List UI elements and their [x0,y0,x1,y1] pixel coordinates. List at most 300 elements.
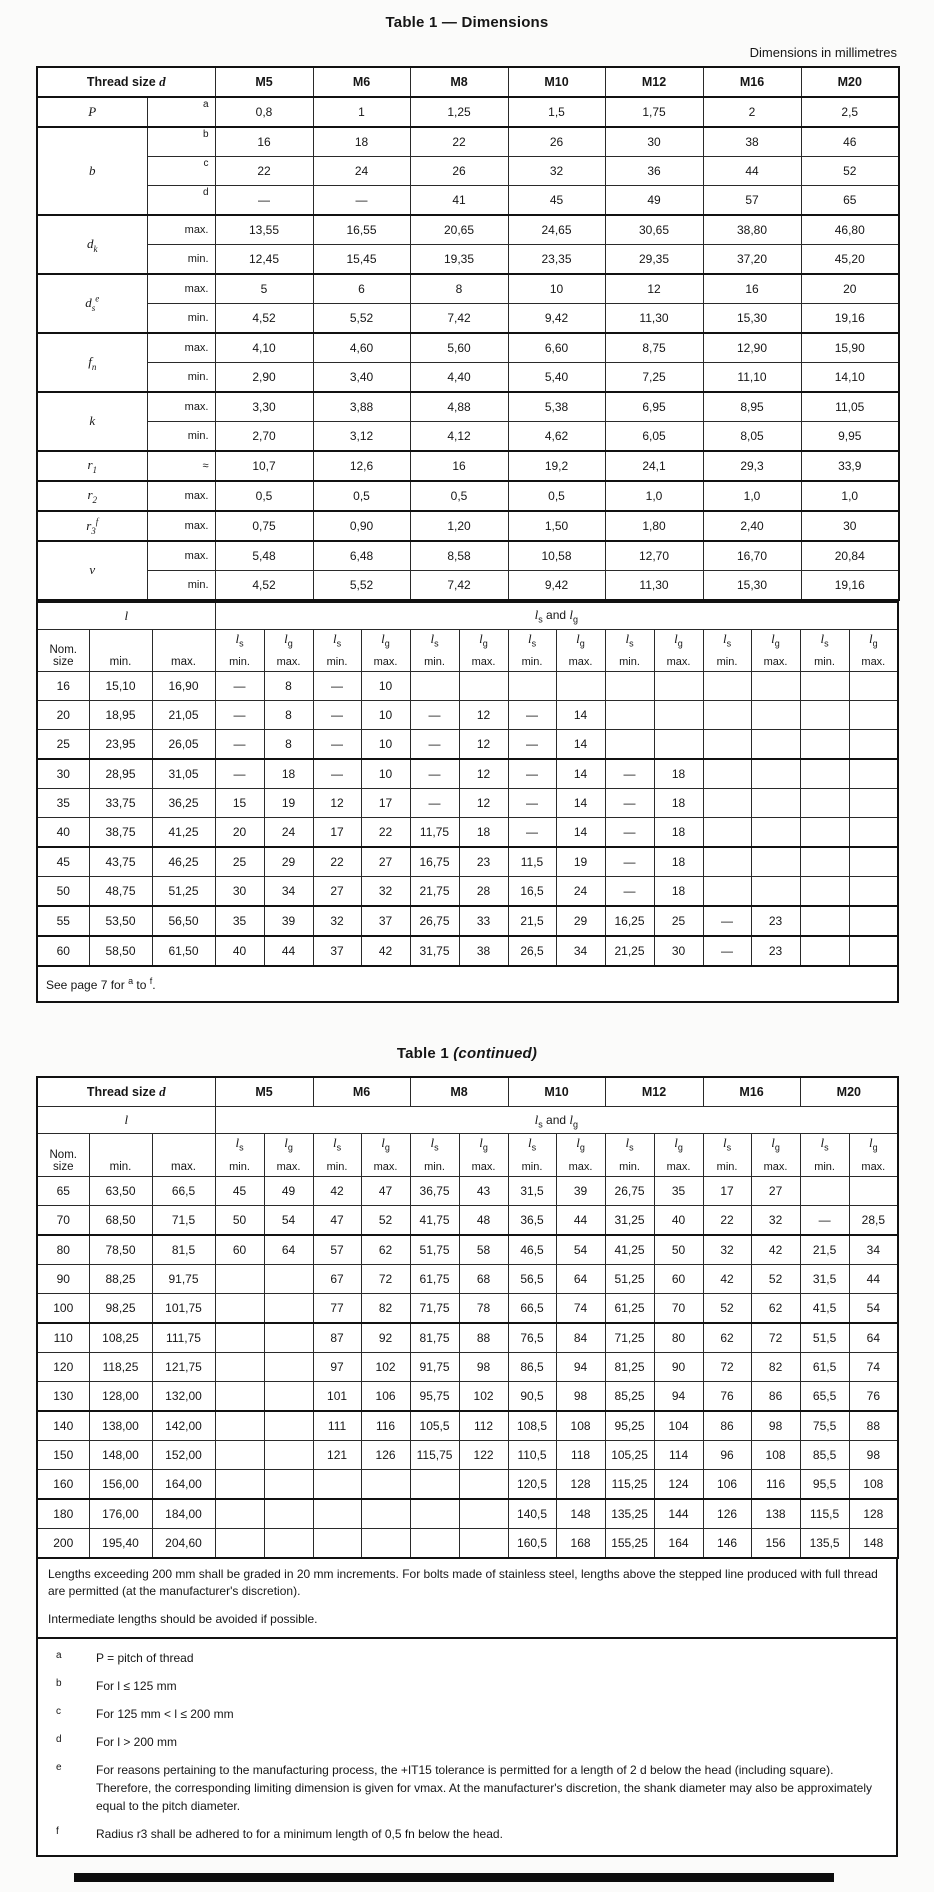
grip-value: 42 [703,1264,751,1293]
dim-value: 46 [801,127,899,157]
footnote-key: b [56,1677,62,1689]
grip-value: 128 [849,1499,898,1529]
grip-value: 32 [703,1235,751,1265]
grip-value: — [313,759,361,789]
dim-value: 11,05 [801,392,899,422]
lg-max-header [361,630,410,672]
grip-value: — [605,877,654,907]
grip-value: 50 [654,1235,703,1265]
symbol: $l_s$ [534,1111,543,1130]
grip-value [313,1528,361,1558]
grip-value: 16,75 [410,847,459,877]
dim-value: 1,50 [508,511,605,541]
grip-value: 76 [849,1381,898,1411]
grip-value: 108 [556,1411,605,1441]
grip-value: 26,5 [508,936,556,966]
grip-value: 74 [556,1293,605,1323]
dim-value: 5 [215,274,313,304]
grip-value [361,1499,410,1529]
grip-value: 21,5 [800,1235,849,1265]
grip-value [751,818,800,848]
grip-value: 35 [654,1176,703,1205]
grip-value: 95,25 [605,1411,654,1441]
dim-value: 20,65 [410,215,508,245]
grip-value [264,1499,313,1529]
grip-value: 24 [264,818,313,848]
grip-value: 33 [459,906,508,936]
grip-value: 12 [313,789,361,818]
grip-value: 28,5 [849,1205,898,1235]
grip-value: 90 [654,1352,703,1381]
grip-value: 32 [313,906,361,936]
limit-label: max. [147,481,215,511]
nom-size-value: 140 [37,1411,89,1441]
dim-row [37,157,899,186]
dim-value: 38,80 [703,215,801,245]
grip-value [800,730,849,760]
min-label: min. [814,1160,835,1173]
ls-symbol [315,1135,360,1152]
grip-value [800,1176,849,1205]
length-row [37,818,898,848]
grip-value [410,672,459,701]
grip-value: 54 [556,1235,605,1265]
dim-value: 30 [801,511,899,541]
l-min-value: 43,75 [89,847,152,877]
length-row [37,877,898,907]
grip-value [849,759,898,789]
dim-value: 12,6 [313,451,410,481]
footnote-text: For l > 200 mm [96,1734,178,1749]
table1-wrapper [36,66,898,1003]
grip-value: 111 [313,1411,361,1441]
lg-symbol [266,1135,312,1152]
length-header-row [37,1107,898,1134]
dim-value: 45 [508,186,605,216]
grip-value: 40 [215,936,264,966]
l-min-value: 33,75 [89,789,152,818]
grip-value: 14 [556,730,605,760]
table2-lengths [36,1076,899,1558]
ls-min-header [313,630,361,672]
l-max-value: 61,50 [152,936,215,966]
limit-label: min. [147,422,215,452]
dim-row [37,186,899,216]
grip-value: 71,75 [410,1293,459,1323]
dim-value: 16,70 [703,541,801,571]
grip-value [605,701,654,730]
thread-size-M20: M20 [801,67,899,97]
grip-value: 112 [459,1411,508,1441]
length-row [37,1381,898,1411]
grip-value: 37 [313,936,361,966]
grip-value: 27 [361,847,410,877]
grip-value: 52 [751,1264,800,1293]
grip-value: — [313,672,361,701]
dim-value: 33,9 [801,451,899,481]
scan-bottom-bar [74,1873,834,1882]
dim-value: 20 [801,274,899,304]
dim-row [37,245,899,275]
grip-value [264,1323,313,1353]
dim-value: 19,16 [801,304,899,334]
nom-size-header: Nom. size [37,630,89,672]
dim-value: 15,30 [703,304,801,334]
grip-value [508,672,556,701]
grip-value: — [508,789,556,818]
grip-value: 14 [556,701,605,730]
grip-value: — [313,730,361,760]
footnote-c [44,1705,884,1723]
dim-value: 16,55 [313,215,410,245]
lg-max-header [751,1134,800,1176]
thread-size-M10: M10 [508,1077,605,1107]
nom-size-value: 20 [37,701,89,730]
table2-title-continued: (continued) [453,1045,538,1063]
grip-value: 72 [751,1323,800,1353]
length-row [37,1528,898,1558]
nom-size-value: 55 [37,906,89,936]
grip-value: 26,75 [410,906,459,936]
l-min-header: min. [89,1134,152,1176]
grip-value: 19 [556,847,605,877]
symbol: v [89,562,96,577]
length-row [37,672,898,701]
lg-symbol [266,631,312,648]
grip-value: 44 [849,1264,898,1293]
nom-size-value: 40 [37,818,89,848]
dim-value: 0,5 [313,481,410,511]
l-min-value: 138,00 [89,1411,152,1441]
grip-value: 60 [654,1264,703,1293]
dim-value: 10,58 [508,541,605,571]
nom-size-value: 50 [37,877,89,907]
symbol: $l_s$ [332,631,342,649]
l-header [37,1107,215,1134]
grip-value [215,1323,264,1353]
length-row [37,1352,898,1381]
grip-value [215,1264,264,1293]
min-label: min. [424,1160,445,1173]
grip-value: 14 [556,789,605,818]
grip-value [849,847,898,877]
grip-value: 62 [361,1235,410,1265]
lg-max-header [361,1134,410,1176]
grip-value: 118 [556,1440,605,1469]
grip-value: 65,5 [800,1381,849,1411]
dim-value: 9,42 [508,571,605,601]
grip-value [703,818,751,848]
grip-value: 51,5 [800,1323,849,1353]
grip-value: 25 [215,847,264,877]
ls-min-header [800,630,849,672]
length-row [37,847,898,877]
grip-value: 108 [751,1440,800,1469]
grip-value: 18 [654,759,703,789]
dim-value: 11,10 [703,363,801,393]
grip-value: 41,25 [605,1235,654,1265]
grip-value: 72 [361,1264,410,1293]
grip-value: 88 [849,1411,898,1441]
length-row [37,789,898,818]
dim-value: 0,5 [508,481,605,511]
grip-value: 164 [654,1528,703,1558]
grip-value [264,1293,313,1323]
grip-value: 18 [459,818,508,848]
grip-value: 58 [459,1235,508,1265]
grip-value: 105,5 [410,1411,459,1441]
dim-value: 1,5 [508,97,605,127]
spacer [0,1003,934,1037]
length-subheader-row [37,1134,898,1176]
grip-value: 64 [556,1264,605,1293]
grip-value: 56,5 [508,1264,556,1293]
footnote-text: For 125 mm < l ≤ 200 mm [96,1706,234,1721]
grip-value: 30 [654,936,703,966]
symbol: $l_g$ [869,1135,878,1153]
dim-value: 15,30 [703,571,801,601]
grip-value: 32 [751,1205,800,1235]
dim-value: 41 [410,186,508,216]
grip-value [264,1264,313,1293]
footnote-a [44,1649,884,1667]
grip-value: 16,5 [508,877,556,907]
grip-value: — [410,789,459,818]
footnote-text: For l ≤ 125 mm [96,1678,177,1693]
grip-value [703,730,751,760]
ls-min-header [313,1134,361,1176]
note-grading: Lengths exceeding 200 mm shall be graded in 20 mm increments. For bolts made of stainless steel, lengths above the stepped line produced with full thread are permitted (at the manufacturer's discretion). [48,1566,878,1599]
lg-symbol [753,631,799,648]
ls-min-header [508,1134,556,1176]
grip-value: 168 [556,1528,605,1558]
grip-value [849,906,898,936]
grip-value: 12 [459,759,508,789]
l-max-value: 66,5 [152,1176,215,1205]
grip-value: 26,75 [605,1176,654,1205]
grip-value: 42 [313,1176,361,1205]
grip-value: 90,5 [508,1381,556,1411]
grip-value: 32 [361,877,410,907]
grip-value: 60 [215,1235,264,1265]
max-label: max. [763,656,788,669]
grip-value: 24 [556,877,605,907]
l-max-value: 31,05 [152,759,215,789]
grip-value [264,1381,313,1411]
table2-title [0,1045,934,1062]
grip-value [313,1469,361,1499]
grip-value: 22 [703,1205,751,1235]
dim-value: 3,12 [313,422,410,452]
symbol: $l_g$ [674,1135,683,1153]
grip-value: 21,75 [410,877,459,907]
dim-value: — [215,186,313,216]
grip-value [361,1528,410,1558]
grip-value: — [605,759,654,789]
ls-min-header [703,630,751,672]
grip-value: 35 [215,906,264,936]
ls-symbol [510,631,555,648]
grip-value [849,701,898,730]
grip-value [751,877,800,907]
grip-value: 160,5 [508,1528,556,1558]
nom-size-value: 150 [37,1440,89,1469]
l-max-value: 26,05 [152,730,215,760]
grip-value [459,1528,508,1558]
grip-value: 25 [654,906,703,936]
nom-size-value: 45 [37,847,89,877]
grip-value: 40 [654,1205,703,1235]
length-row [37,1176,898,1205]
grip-value: 41,75 [410,1205,459,1235]
min-label: min. [814,656,835,669]
grip-value [215,1528,264,1558]
l-max-value: 46,25 [152,847,215,877]
grip-value [313,1499,361,1529]
ls-lg-header: $l_s$ and $l_g$ [215,602,898,630]
grip-value [751,847,800,877]
dim-value: 12 [605,274,703,304]
dim-value: 29,3 [703,451,801,481]
symbol: $l_s$ [820,631,829,649]
grip-value: 85,5 [800,1440,849,1469]
symbol: $l_s$ [820,1135,829,1153]
symbol: $l_g$ [284,1135,293,1153]
table2-wrapper [36,1076,898,1857]
l-min-value: 48,75 [89,877,152,907]
param-cell [37,481,147,511]
max-label: max. [861,1160,886,1173]
dim-value: 22 [410,127,508,157]
l-max-value: 21,05 [152,701,215,730]
grip-value: 54 [264,1205,313,1235]
param-cell [37,333,147,392]
max-label: max. [276,1160,301,1173]
symbol: $l_s$ [430,1135,439,1153]
grip-value: 47 [361,1176,410,1205]
grip-value: 68 [459,1264,508,1293]
dim-value: 2,5 [801,97,899,127]
thread-size-M8: M8 [410,67,508,97]
grip-value [215,1469,264,1499]
footnote-e [44,1761,884,1815]
footnote-text: P = pitch of thread [96,1650,194,1665]
grip-value: 96 [703,1440,751,1469]
param-cell [37,274,147,333]
ls-symbol [802,1135,848,1152]
symbol: $l_g$ [381,1135,390,1153]
grip-value: 46,5 [508,1235,556,1265]
limit-label: max. [147,274,215,304]
grip-value: 126 [361,1440,410,1469]
l-max-value: 184,00 [152,1499,215,1529]
l-min-value: 15,10 [89,672,152,701]
grip-value: 76,5 [508,1323,556,1353]
symbol: $d_s^e$ [85,293,100,314]
grip-value: — [508,730,556,760]
grip-value: — [605,847,654,877]
grip-value: 128 [556,1469,605,1499]
symbol: $l_g$ [771,1135,780,1153]
units-note: Dimensions in millimetres [749,45,897,60]
grip-value [800,877,849,907]
symbol: $l_s$ [332,1135,342,1153]
nom-size-value: 25 [37,730,89,760]
dim-row [37,541,899,571]
ls-symbol [802,631,848,648]
length-row [37,1264,898,1293]
footnote-text: Radius r3 shall be adhered to for a minimum length of 0,5 fn below the head. [96,1826,503,1841]
length-row [37,1323,898,1353]
table1-dimensions [36,66,900,601]
length-subheader-row [37,630,898,672]
l-min-value: 78,50 [89,1235,152,1265]
grip-value: 20 [215,818,264,848]
dim-value: — [313,186,410,216]
max-label: max. [568,1160,593,1173]
grip-value: 18 [654,877,703,907]
dim-value: 1,0 [703,481,801,511]
ls-symbol [412,1135,458,1152]
symbol: $l_s$ [430,631,439,649]
thread-size-M5: M5 [215,67,313,97]
grip-value [410,1528,459,1558]
dim-value: 9,95 [801,422,899,452]
l-max-value: 81,5 [152,1235,215,1265]
min-label: min. [326,1160,348,1173]
grip-value: 23 [751,906,800,936]
grip-value: 80 [654,1323,703,1353]
l-max-header: max. [152,630,215,672]
ls-symbol [315,631,360,648]
dim-row [37,363,899,393]
symbol: b [89,162,96,178]
ls-symbol [705,631,750,648]
dim-value: 23,35 [508,245,605,275]
dim-value: 19,35 [410,245,508,275]
grip-value: 22 [361,818,410,848]
grip-value [800,818,849,848]
l-min-value: 88,25 [89,1264,152,1293]
symbol: l [124,1112,129,1128]
lg-max-header [849,630,898,672]
grip-value: — [508,701,556,730]
dim-value: 36 [605,157,703,186]
thread-size-M8: M8 [410,1077,508,1107]
grip-value [703,847,751,877]
dim-value: 49 [605,186,703,216]
grip-value: 98 [459,1352,508,1381]
grip-value: 81,75 [410,1323,459,1353]
grip-value: 21,5 [508,906,556,936]
max-label: max. [276,656,301,669]
l-min-value: 53,50 [89,906,152,936]
grip-value: 98 [849,1440,898,1469]
dim-value: 8 [410,274,508,304]
grip-value: 95,5 [800,1469,849,1499]
dim-value: 4,52 [215,571,313,601]
lg-symbol [363,631,409,648]
thread-size-M12: M12 [605,67,703,97]
grip-value [800,789,849,818]
dim-value: 0,5 [215,481,313,511]
grip-value: 62 [703,1323,751,1353]
dim-value: 24,65 [508,215,605,245]
grip-value: 67 [313,1264,361,1293]
dim-value: 26 [508,127,605,157]
dim-value: 8,05 [703,422,801,452]
grip-value: 78 [459,1293,508,1323]
